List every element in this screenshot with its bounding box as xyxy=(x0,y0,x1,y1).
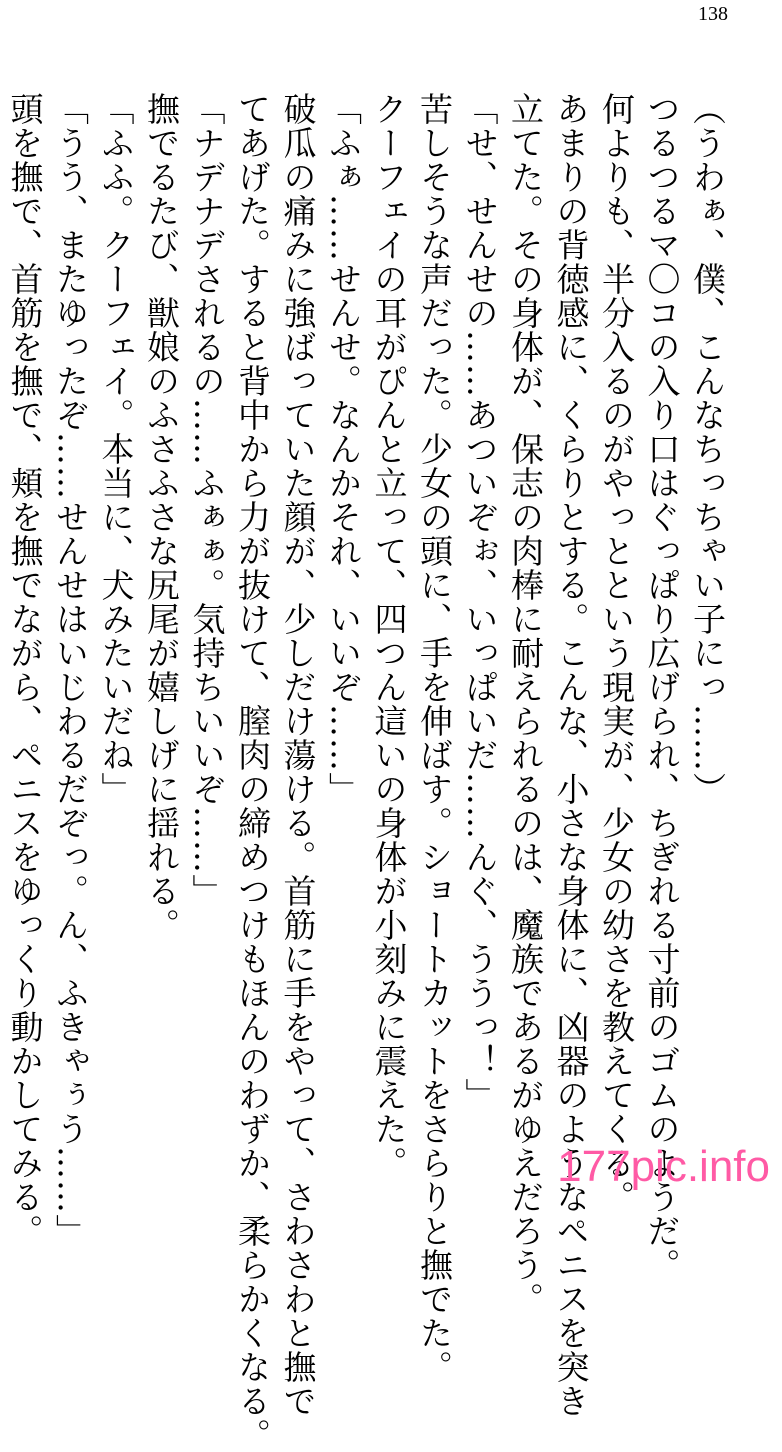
text-line: 「せ、せんせの……あついぞぉ、いっぱいだ……んぐ、ううっ！」 xyxy=(460,92,500,1112)
text-line: 頭を撫で、首筋を撫で、頬を撫でながら、ペニスをゆっくり動かしてみる。 xyxy=(5,92,45,1248)
text-line: 苦しそうな声だった。少女の頭に、手を伸ばす。ショートカットをさらりと撫でた。 xyxy=(415,92,454,1384)
text-line: 何よりも、半分入るのがやっとという現実が、少女の幼さを教えてくる。 xyxy=(597,92,636,1214)
text-line: 立てた。その身体が、保志の肉棒に耐えられるのは、魔族であるがゆえだろう。 xyxy=(506,92,545,1316)
text-line: 「うう、またゆったぞ……せんせはいじわるだぞっ。ん、ふきゃぅう……」 xyxy=(51,92,90,1248)
text-line: 破瓜の痛みに強ばっていた顔が、少しだけ蕩ける。首筋に手をやって、さわさわと撫で xyxy=(278,92,318,1418)
text-line: 「ナデナデされるの……ふぁぁ。気持ちいいぞ……」 xyxy=(187,92,227,908)
text-line: あまりの背徳感に、くらりとする。こんな、小さな身体に、凶器のようなペニスを突き xyxy=(551,92,591,1418)
text-line: 撫でるたび、獣娘のふさふさな尻尾が嬉しげに揺れる。 xyxy=(142,92,181,942)
watermark: 177pic.info xyxy=(557,1142,770,1191)
page-number: 138 xyxy=(698,3,728,25)
text-line: つるつるマ〇コの入り口はぐっぱり広げられ、ちぎれる寸前のゴムのようだ。 xyxy=(642,92,682,1282)
text-line: クーフェイの耳がぴんと立って、四つん這いの身体が小刻みに震えた。 xyxy=(369,92,409,1180)
text-line: （うわぁ、僕、こんなちっちゃい子にっ……） xyxy=(688,92,727,806)
text-line: 「ふふ。クーフェイ。本当に、犬みたいだね」 xyxy=(96,92,136,806)
text-line: 「ふぁ……せんせ。なんかそれ、いいぞ……」 xyxy=(324,92,363,806)
text-line: てあげた。すると背中から力が抜けて、膣肉の締めつけもほんのわずか、柔らかくなる。 xyxy=(233,92,272,1452)
